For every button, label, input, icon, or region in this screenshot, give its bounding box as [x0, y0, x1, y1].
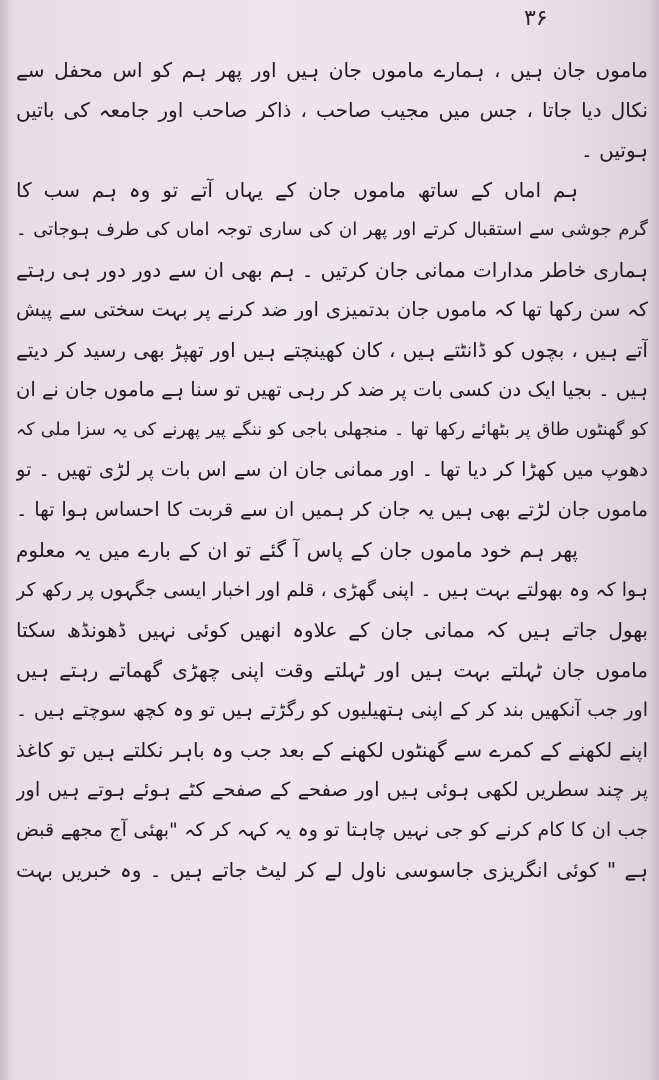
text-line: ہم اماں کے ساتھ ماموں جان کے یہاں آتے تو وہ ہم سب کا [16, 178, 578, 202]
text-line: ہیں ۔ بجیا ایک دن کسی بات پر ضد کر رہی تھیں تو سنا ہے ماموں جان نے ان [16, 378, 648, 401]
page-edge-shadow-left [0, 0, 14, 1080]
text-line: ہے " کوئی انگریزی جاسوسی ناول لے کر لیٹ جاتے ہیں ۔ وہ خبریں بہت [16, 858, 648, 882]
page-edge-shadow-right [649, 0, 659, 1080]
text-line: نکال دیا جاتا ، جس میں مجیب صاحب ، ذاکر صاحب اور جامعہ کی باتیں [16, 98, 648, 122]
text-line: پر چند سطریں لکھی ہوئی ہیں اور صفحے کے صفحے کٹے ہوئے ہوتے ہیں اور [16, 778, 648, 801]
text-line: بھول جاتے ہیں کہ ممانی جان کے علاوہ انھیں کوئی نہیں ڈھونڈھ سکتا [16, 618, 648, 642]
text-line: ماموں جان ٹہلتے بہت ہیں اور ٹہلتے وقت اپنی چھڑی گھماتے رہتے ہیں [16, 658, 648, 682]
text-line: ہماری خاطر مدارات ممانی جان کرتیں ۔ ہم بھی ان سے دور دور ہی رہتے [16, 258, 648, 282]
text-line: پھر ہم خود ماموں جان کے پاس آ گئے تو ان کے بارے میں یہ معلوم [16, 538, 578, 562]
urdu-text-body [16, 50, 648, 890]
text-line: آتے ہیں ، بچوں کو ڈانٹتے ہیں ، کان کھینچتے ہیں اور تھپڑ بھی رسید کر دیتے [16, 338, 648, 362]
text-line: دھوپ میں کھڑا کر دیا تھا ۔ اور ممانی جان ان سے اس بات پر لڑی تھیں ۔ تو [16, 458, 648, 481]
text-line: کہ سن رکھا تھا کہ ماموں جان بدتمیزی اور ضد کرنے پر بہت سختی سے پیش [16, 298, 648, 321]
text-line: اور جب آنکھیں بند کر کے اپنی ہتھیلیوں کو رگڑتے ہیں تو وہ کچھ سوچتے ہیں ۔ [16, 699, 648, 721]
text-line: کو گھنٹوں طاق پر بٹھائے رکھا تھا ۔ منجھلی باجی کو ننگے پیر پھرنے کی یہ سزا ملی کہ [16, 420, 648, 440]
text-line: گرم جوشی سے استقبال کرتے اور پھر ان کی ساری توجہ اماں کی طرف ہوجاتی ۔ [16, 219, 648, 240]
text-line: ہوا کہ وہ بھولتے بہت ہیں ۔ اپنی گھڑی ، قلم اور اخبار ایسی جگہوں پر رکھ کر [16, 579, 648, 601]
text-line: ماموں جان ہیں ، ہمارے ماموں جان ہیں اور پھر ہم کو اس محفل سے [16, 58, 648, 82]
page-number: ۳۶ [524, 6, 548, 31]
text-line: اپنے لکھنے کے کمرے سے گھنٹوں لکھنے کے بعد جب وہ باہر نکلتے ہیں تو کاغذ [16, 738, 648, 762]
text-line: ماموں جان لڑتے بھی ہیں یہ جان کر ہمیں ان سے قربت کا احساس ہوا تھا ۔ [16, 498, 648, 521]
text-line: ہوتیں ۔ [581, 138, 648, 162]
text-line: جب ان کا کام کرنے کو جی نہیں چاہتا تو وہ یہ کہہ کر کہ "بھئی آج مجھے قبض [16, 819, 648, 841]
